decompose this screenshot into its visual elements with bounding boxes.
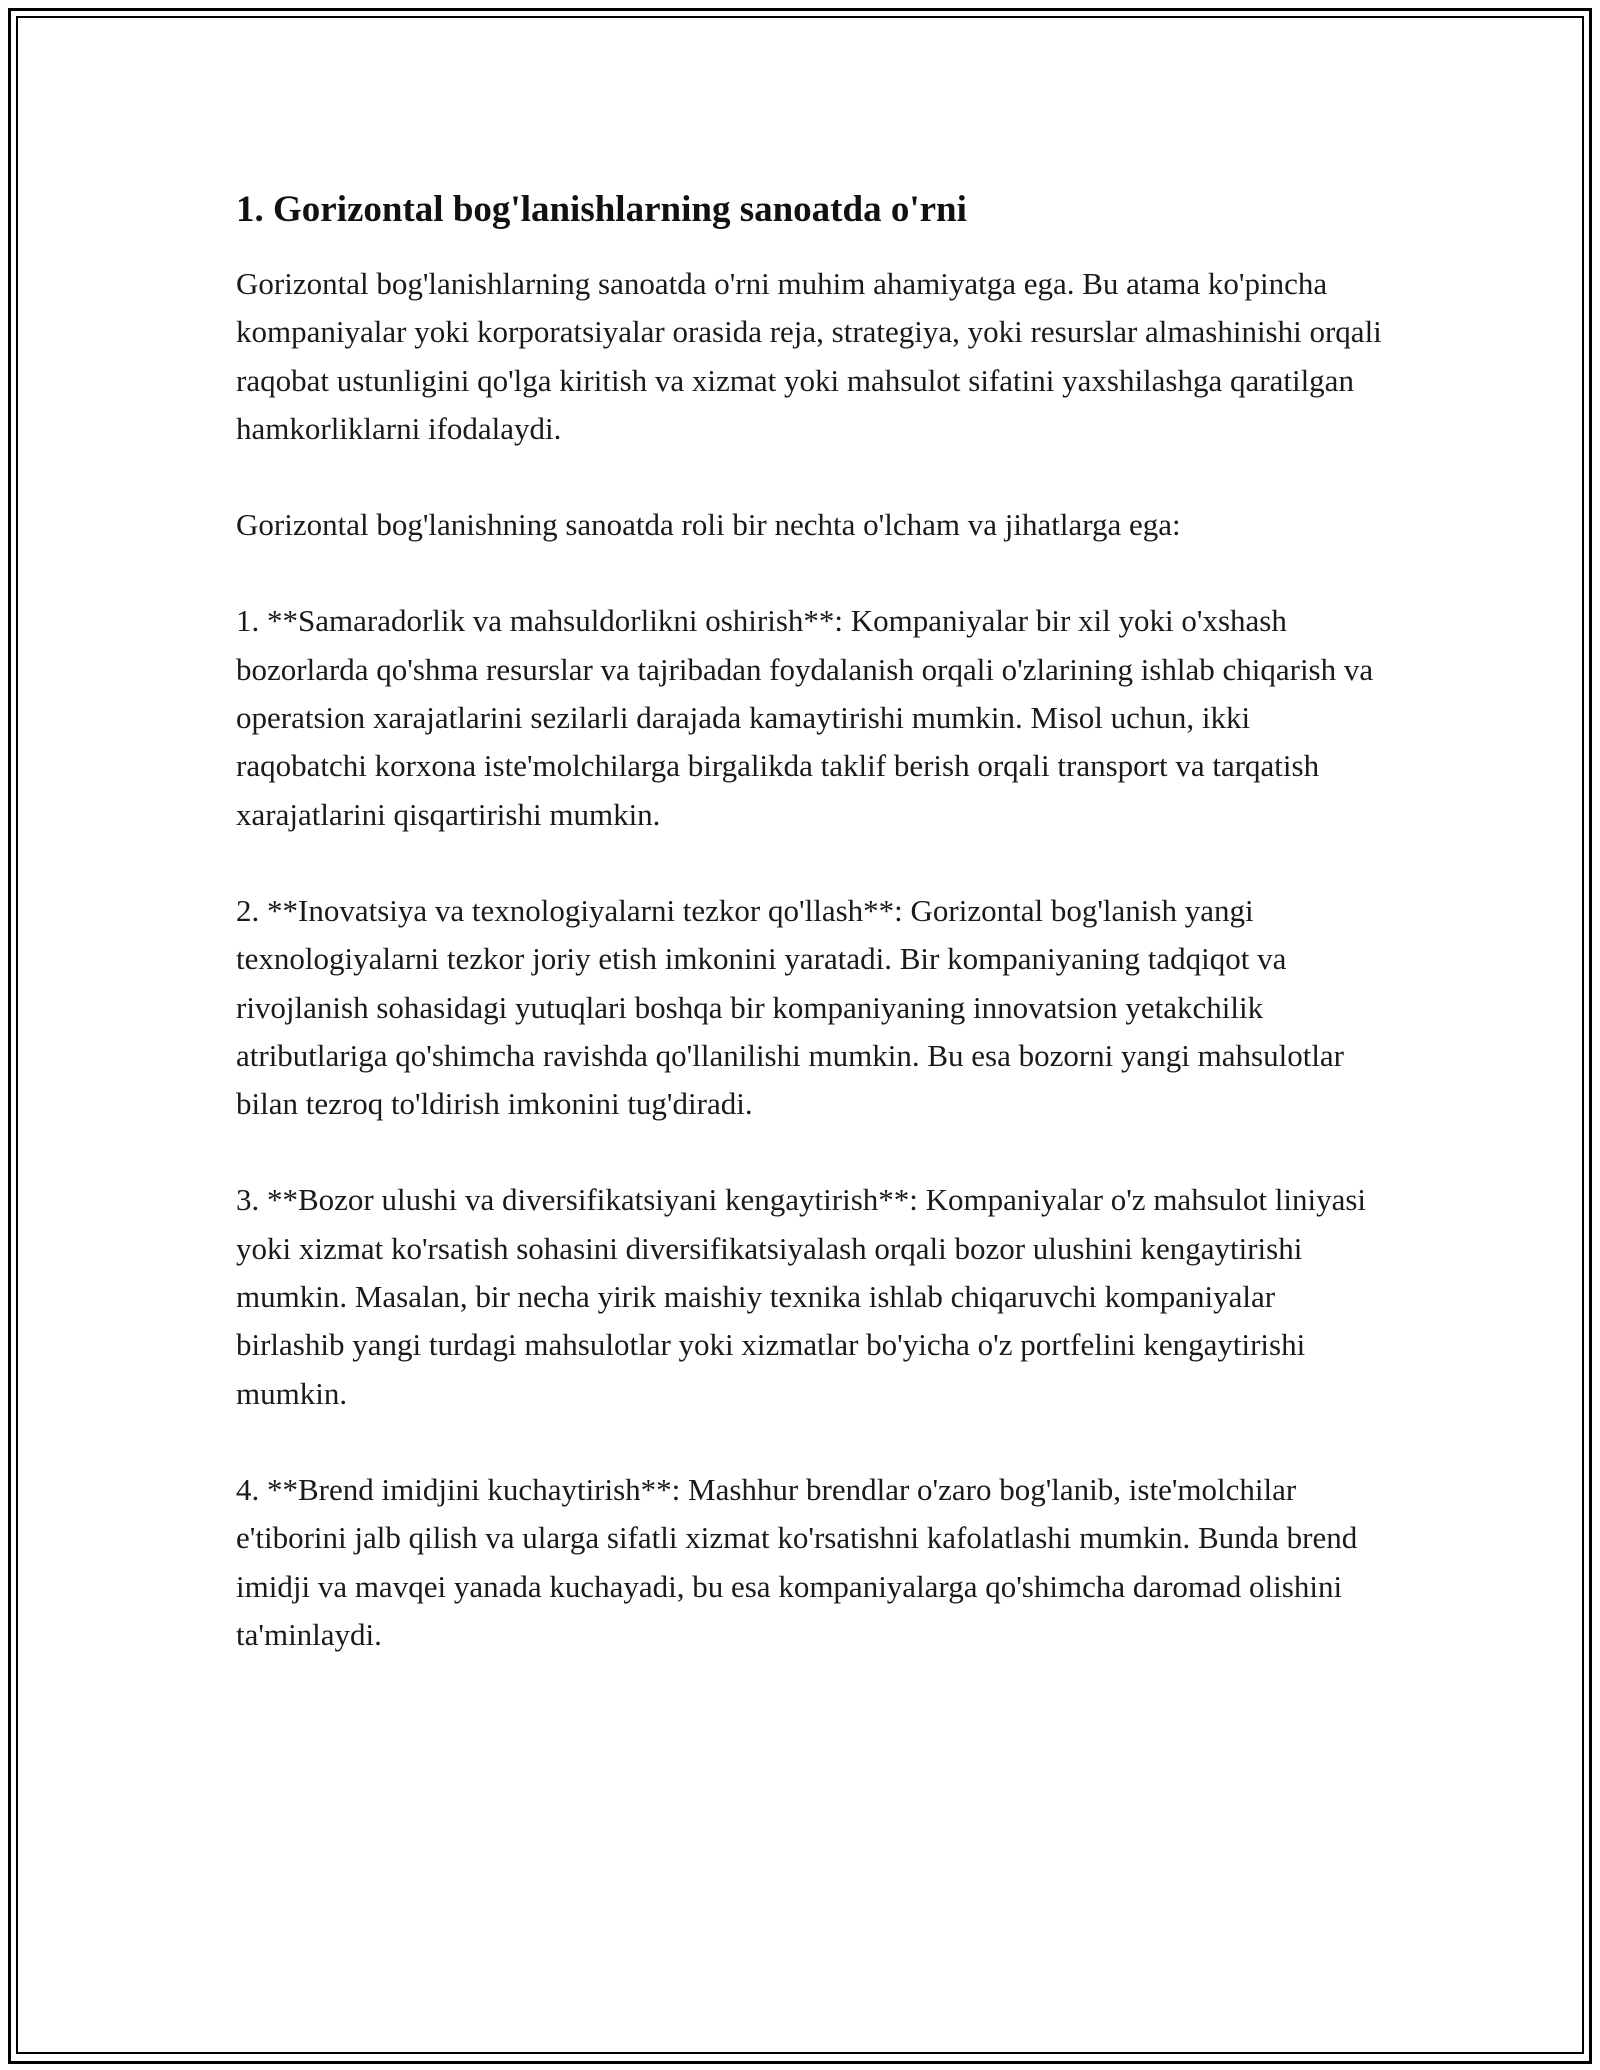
paragraph-roles-lead: Gorizontal bog'lanishning sanoatda roli bir nechta o'lcham va jihatlarga ega: — [236, 507, 1181, 543]
document-body — [236, 186, 1386, 1707]
document-title: 1. Gorizontal bog'lanishlarning sanoatda o'rni — [236, 189, 967, 230]
list-item-efficiency: 1. **Samaradorlik va mahsuldorlikni oshirish**: Kompaniyalar bir xil yoki o'xshash bozorlarda qo'shma resurslar va tajribadan foydalanish orqali o'zlarining ishlab chiqarish va operatsion xarajatlarini sezilarli darajada kamaytirishi mumkin. Misol uchun, ikki raqobatchi korxona iste'molchilarga birgalikda taklif berish orqali transport va tarqatish xarajatlarini qisqartirishi mumkin. — [236, 603, 1374, 832]
list-item-brand-image: 4. **Brend imidjini kuchaytirish**: Mashhur brendlar o'zaro bog'lanib, iste'molchilar e'tiborini jalb qilish va ularga sifatli xizmat ko'rsatishni kafolatlashi mumkin. Bunda brend imidji va mavqei yanada kuchayadi, bu esa kompaniyalarga qo'shimcha daromad olishini ta'minlaydi. — [236, 1471, 1358, 1652]
paragraph-intro: Gorizontal bog'lanishlarning sanoatda o'rni muhim ahamiyatga ega. Bu atama ko'pincha kompaniyalar yoki korporatsiyalar orasida reja, strategiya, yoki resurslar almashinishi orqali raqobat ustunligini qo'lga kiritish va xizmat yoki mahsulot sifatini yaxshilashga qaratilgan hamkorliklarni ifodalaydi. — [236, 266, 1382, 446]
list-item-market-share: 3. **Bozor ulushi va diversifikatsiyani kengaytirish**: Kompaniyalar o'z mahsulot liniyasi yoki xizmat ko'rsatish sohasini diversifikatsiyalash orqali bozor ulushini kengaytirishi mumkin. Masalan, bir necha yirik maishiy texnika ishlab chiqaruvchi kompaniyalar birlashib yangi turdagi mahsulotlar yoki xizmatlar bo'yicha o'z portfelini kengaytirishi mumkin. — [236, 1182, 1367, 1411]
list-item-innovation: 2. **Inovatsiya va texnologiyalarni tezkor qo'llash**: Gorizontal bog'lanish yangi texnologiyalarni tezkor joriy etish imkonini yaratadi. Bir kompaniyaning tadqiqot va rivojlanish sohasidagi yutuqlari boshqa bir kompaniyaning innovatsion yetakchilik atributlariga qo'shimcha ravishda qo'llanilishi mumkin. Bu esa bozorni yangi mahsulotlar bilan tezroq to'ldirish imkonini tug'diradi. — [236, 892, 1345, 1122]
